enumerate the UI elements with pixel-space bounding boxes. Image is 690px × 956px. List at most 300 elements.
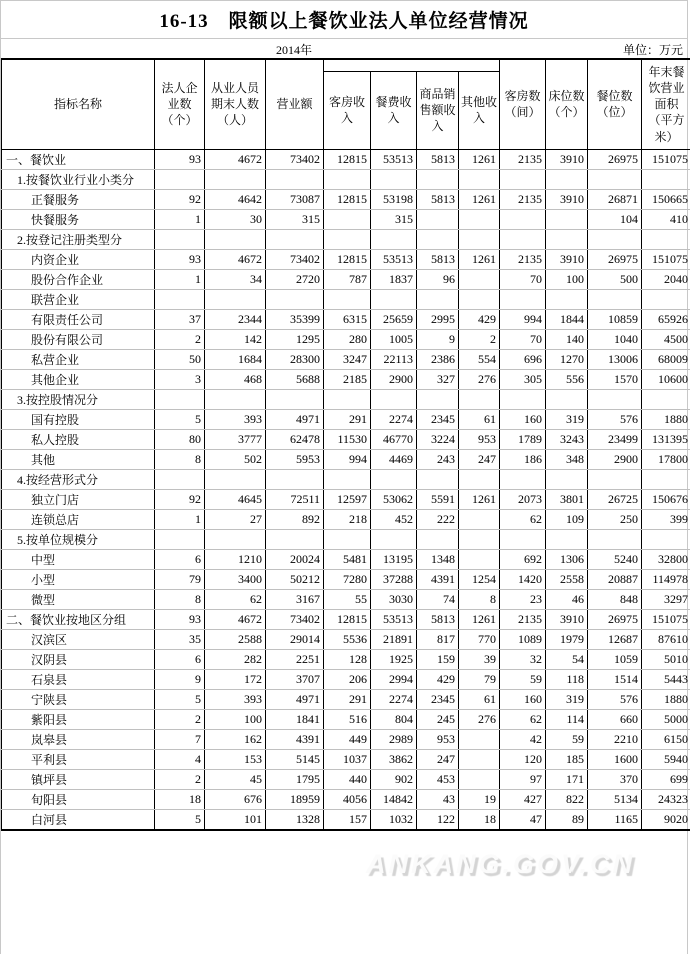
data-cell: 576 — [588, 689, 642, 709]
data-cell — [417, 229, 459, 249]
data-cell — [371, 169, 417, 189]
data-cell: 100 — [205, 709, 266, 729]
data-cell — [205, 469, 266, 489]
table-row — [2, 349, 690, 369]
data-cell: 3243 — [546, 429, 588, 449]
data-cell: 93 — [155, 249, 205, 269]
row-label: 5.按单位规模分 — [2, 529, 155, 549]
table-row — [2, 309, 690, 329]
data-cell: 2 — [155, 329, 205, 349]
data-cell: 247 — [417, 749, 459, 769]
data-cell — [642, 289, 690, 309]
data-cell — [459, 229, 500, 249]
data-cell: 1040 — [588, 329, 642, 349]
data-cell: 65926 — [642, 309, 690, 329]
column-header-business-area: 年末餐饮营业面积（平方米） — [642, 59, 690, 149]
data-cell — [417, 209, 459, 229]
data-cell: 1 — [155, 209, 205, 229]
data-cell: 5134 — [588, 789, 642, 809]
data-cell: 53513 — [371, 149, 417, 169]
data-cell: 953 — [459, 429, 500, 449]
data-cell: 282 — [205, 649, 266, 669]
data-cell — [500, 169, 546, 189]
page-title: 16-13 限额以上餐饮业法人单位经营情况 — [159, 11, 529, 32]
data-cell: 1165 — [588, 809, 642, 830]
data-cell — [371, 389, 417, 409]
data-cell — [546, 469, 588, 489]
data-cell: 315 — [266, 209, 324, 229]
data-cell: 72511 — [266, 489, 324, 509]
data-cell: 29014 — [266, 629, 324, 649]
row-label: 小型 — [2, 569, 155, 589]
data-cell: 18 — [155, 789, 205, 809]
table-row — [2, 669, 690, 689]
data-cell — [205, 289, 266, 309]
data-cell: 104 — [588, 209, 642, 229]
data-cell: 6150 — [642, 729, 690, 749]
data-cell — [459, 169, 500, 189]
row-label: 正餐服务 — [2, 189, 155, 209]
data-cell: 2135 — [500, 609, 546, 629]
column-header-seats: 餐位数（位） — [588, 59, 642, 149]
data-cell: 37288 — [371, 569, 417, 589]
data-cell — [642, 529, 690, 549]
table-row — [2, 249, 690, 269]
data-cell: 59 — [546, 729, 588, 749]
data-cell: 5 — [155, 809, 205, 830]
data-cell — [266, 169, 324, 189]
data-cell: 4971 — [266, 409, 324, 429]
data-cell: 9020 — [642, 809, 690, 830]
data-cell: 502 — [205, 449, 266, 469]
data-cell: 131395 — [642, 429, 690, 449]
data-cell — [266, 229, 324, 249]
row-label: 平利县 — [2, 749, 155, 769]
row-label: 二、餐饮业按地区分组 — [2, 609, 155, 629]
data-cell — [205, 389, 266, 409]
row-label: 汉滨区 — [2, 629, 155, 649]
data-cell: 61 — [459, 689, 500, 709]
data-cell: 2 — [155, 769, 205, 789]
table-row — [2, 449, 690, 469]
data-cell: 994 — [500, 309, 546, 329]
data-cell: 4672 — [205, 609, 266, 629]
data-cell: 5591 — [417, 489, 459, 509]
data-cell: 696 — [500, 349, 546, 369]
data-cell: 151075 — [642, 149, 690, 169]
data-cell: 7280 — [324, 569, 371, 589]
row-label: 宁陕县 — [2, 689, 155, 709]
data-cell: 46770 — [371, 429, 417, 449]
data-cell: 12815 — [324, 249, 371, 269]
data-cell: 2040 — [642, 269, 690, 289]
data-cell: 5481 — [324, 549, 371, 569]
column-header-meal-income: 餐费收入 — [371, 71, 417, 149]
data-cell: 53513 — [371, 609, 417, 629]
data-cell: 11530 — [324, 429, 371, 449]
data-cell: 1089 — [500, 629, 546, 649]
data-cell: 160 — [500, 689, 546, 709]
data-cell — [588, 289, 642, 309]
table-row — [2, 329, 690, 349]
data-cell: 26975 — [588, 609, 642, 629]
data-cell: 62 — [205, 589, 266, 609]
data-cell: 1328 — [266, 809, 324, 830]
data-cell: 1795 — [266, 769, 324, 789]
data-cell: 1844 — [546, 309, 588, 329]
row-label: 3.按控股情况分 — [2, 389, 155, 409]
data-cell — [459, 729, 500, 749]
data-cell: 19 — [459, 789, 500, 809]
data-cell: 2210 — [588, 729, 642, 749]
data-cell: 101 — [205, 809, 266, 830]
data-cell — [546, 209, 588, 229]
data-cell — [324, 469, 371, 489]
data-cell — [155, 469, 205, 489]
data-cell: 6 — [155, 549, 205, 569]
data-cell: 2558 — [546, 569, 588, 589]
data-cell: 393 — [205, 689, 266, 709]
data-cell: 20024 — [266, 549, 324, 569]
data-cell: 43 — [417, 789, 459, 809]
data-cell — [324, 229, 371, 249]
row-label: 一、餐饮业 — [2, 149, 155, 169]
data-cell: 186 — [500, 449, 546, 469]
data-cell — [155, 529, 205, 549]
data-cell — [459, 549, 500, 569]
data-cell: 3707 — [266, 669, 324, 689]
row-label: 旬阳县 — [2, 789, 155, 809]
data-cell: 5240 — [588, 549, 642, 569]
data-cell — [417, 389, 459, 409]
data-cell — [459, 769, 500, 789]
data-cell: 35399 — [266, 309, 324, 329]
table-row — [2, 269, 690, 289]
table-row — [2, 629, 690, 649]
data-cell: 23499 — [588, 429, 642, 449]
data-cell — [642, 169, 690, 189]
data-cell: 516 — [324, 709, 371, 729]
row-label: 其他 — [2, 449, 155, 469]
data-cell — [546, 229, 588, 249]
row-label: 微型 — [2, 589, 155, 609]
data-cell: 151075 — [642, 609, 690, 629]
data-cell: 468 — [205, 369, 266, 389]
table-row — [2, 569, 690, 589]
row-label: 国有控股 — [2, 409, 155, 429]
data-cell: 2345 — [417, 689, 459, 709]
data-cell: 3910 — [546, 149, 588, 169]
data-cell: 4672 — [205, 149, 266, 169]
data-cell: 1514 — [588, 669, 642, 689]
turnover-subgroup-header — [324, 59, 500, 71]
data-cell: 429 — [459, 309, 500, 329]
data-cell: 250 — [588, 509, 642, 529]
data-cell: 1210 — [205, 549, 266, 569]
data-cell: 319 — [546, 689, 588, 709]
data-cell: 305 — [500, 369, 546, 389]
data-cell — [588, 469, 642, 489]
data-cell: 5940 — [642, 749, 690, 769]
data-cell: 1059 — [588, 649, 642, 669]
data-cell: 39 — [459, 649, 500, 669]
data-cell: 7 — [155, 729, 205, 749]
data-cell: 46 — [546, 589, 588, 609]
data-cell — [459, 509, 500, 529]
data-cell: 2720 — [266, 269, 324, 289]
data-cell: 55 — [324, 589, 371, 609]
data-cell: 953 — [417, 729, 459, 749]
data-cell: 122 — [417, 809, 459, 830]
data-cell: 243 — [417, 449, 459, 469]
data-cell: 4645 — [205, 489, 266, 509]
data-cell: 53062 — [371, 489, 417, 509]
data-cell: 2995 — [417, 309, 459, 329]
info-row — [1, 39, 687, 58]
data-cell: 1261 — [459, 489, 500, 509]
data-cell: 24323 — [642, 789, 690, 809]
data-cell: 5536 — [324, 629, 371, 649]
data-cell: 1270 — [546, 349, 588, 369]
data-cell: 4672 — [205, 249, 266, 269]
data-cell: 62 — [500, 709, 546, 729]
table-row — [2, 509, 690, 529]
data-cell: 2 — [155, 709, 205, 729]
data-cell: 4642 — [205, 189, 266, 209]
data-cell — [588, 169, 642, 189]
data-cell: 26725 — [588, 489, 642, 509]
data-cell: 3030 — [371, 589, 417, 609]
data-cell: 114 — [546, 709, 588, 729]
data-cell: 9 — [155, 669, 205, 689]
data-cell — [459, 209, 500, 229]
data-cell: 449 — [324, 729, 371, 749]
data-cell: 120 — [500, 749, 546, 769]
row-label: 独立门店 — [2, 489, 155, 509]
data-cell: 14842 — [371, 789, 417, 809]
data-cell: 47 — [500, 809, 546, 830]
data-cell: 804 — [371, 709, 417, 729]
data-cell: 4469 — [371, 449, 417, 469]
row-label: 汉阴县 — [2, 649, 155, 669]
data-cell: 140 — [546, 329, 588, 349]
data-cell: 440 — [324, 769, 371, 789]
data-cell: 2274 — [371, 409, 417, 429]
table-row — [2, 209, 690, 229]
data-cell: 70 — [500, 329, 546, 349]
data-cell: 9 — [417, 329, 459, 349]
data-cell: 4391 — [266, 729, 324, 749]
data-cell: 2274 — [371, 689, 417, 709]
data-cell: 1306 — [546, 549, 588, 569]
data-cell: 8 — [459, 589, 500, 609]
data-cell — [500, 229, 546, 249]
data-cell: 13006 — [588, 349, 642, 369]
row-label: 中型 — [2, 549, 155, 569]
data-cell: 97 — [500, 769, 546, 789]
data-cell: 2135 — [500, 189, 546, 209]
data-cell: 3777 — [205, 429, 266, 449]
data-cell — [417, 289, 459, 309]
data-cell: 2386 — [417, 349, 459, 369]
data-cell: 4056 — [324, 789, 371, 809]
table-row — [2, 589, 690, 609]
data-cell: 1880 — [642, 409, 690, 429]
table-row — [2, 409, 690, 429]
data-cell: 93 — [155, 149, 205, 169]
data-cell: 79 — [155, 569, 205, 589]
row-label: 其他企业 — [2, 369, 155, 389]
data-cell: 1600 — [588, 749, 642, 769]
data-cell: 1841 — [266, 709, 324, 729]
data-cell: 3400 — [205, 569, 266, 589]
data-cell: 399 — [642, 509, 690, 529]
data-cell: 150665 — [642, 189, 690, 209]
data-cell: 23 — [500, 589, 546, 609]
data-cell: 327 — [417, 369, 459, 389]
data-cell: 100 — [546, 269, 588, 289]
table-row — [2, 769, 690, 789]
data-cell: 8 — [155, 589, 205, 609]
data-cell: 3297 — [642, 589, 690, 609]
data-cell: 42 — [500, 729, 546, 749]
table-header — [2, 59, 690, 149]
data-cell: 89 — [546, 809, 588, 830]
data-cell — [266, 289, 324, 309]
data-cell: 5813 — [417, 249, 459, 269]
data-cell: 92 — [155, 189, 205, 209]
column-header-beds: 床位数（个） — [546, 59, 588, 149]
data-cell: 452 — [371, 509, 417, 529]
table-row — [2, 749, 690, 769]
data-cell: 427 — [500, 789, 546, 809]
data-cell: 157 — [324, 809, 371, 830]
data-cell: 70 — [500, 269, 546, 289]
data-cell: 822 — [546, 789, 588, 809]
data-cell: 73087 — [266, 189, 324, 209]
row-label: 1.按餐饮业行业小类分 — [2, 169, 155, 189]
data-cell: 37 — [155, 309, 205, 329]
data-cell: 1684 — [205, 349, 266, 369]
data-cell: 53513 — [371, 249, 417, 269]
data-cell: 50212 — [266, 569, 324, 589]
table-row — [2, 789, 690, 809]
data-cell: 109 — [546, 509, 588, 529]
table-row — [2, 189, 690, 209]
data-cell: 3167 — [266, 589, 324, 609]
data-cell: 3247 — [324, 349, 371, 369]
data-cell — [155, 169, 205, 189]
data-cell: 4971 — [266, 689, 324, 709]
data-cell: 3862 — [371, 749, 417, 769]
data-cell: 151075 — [642, 249, 690, 269]
data-cell — [155, 389, 205, 409]
data-cell: 59 — [500, 669, 546, 689]
data-cell: 2135 — [500, 149, 546, 169]
data-cell: 280 — [324, 329, 371, 349]
data-cell: 1880 — [642, 689, 690, 709]
column-header-other-income: 其他收入 — [459, 71, 500, 149]
data-cell: 556 — [546, 369, 588, 389]
data-cell: 2073 — [500, 489, 546, 509]
data-cell — [588, 389, 642, 409]
data-cell: 5688 — [266, 369, 324, 389]
table-row — [2, 489, 690, 509]
data-cell: 2900 — [588, 449, 642, 469]
data-cell: 10600 — [642, 369, 690, 389]
data-cell: 28300 — [266, 349, 324, 369]
data-cell: 1420 — [500, 569, 546, 589]
data-cell: 26975 — [588, 149, 642, 169]
data-cell — [266, 529, 324, 549]
data-cell: 10859 — [588, 309, 642, 329]
row-label: 4.按经营形式分 — [2, 469, 155, 489]
data-cell: 118 — [546, 669, 588, 689]
table-row — [2, 549, 690, 569]
data-cell: 1348 — [417, 549, 459, 569]
row-label: 快餐服务 — [2, 209, 155, 229]
column-header-room-income: 客房收入 — [324, 71, 371, 149]
data-cell: 2135 — [500, 249, 546, 269]
data-cell: 676 — [205, 789, 266, 809]
data-cell: 53198 — [371, 189, 417, 209]
data-cell: 1925 — [371, 649, 417, 669]
data-cell: 26871 — [588, 189, 642, 209]
data-cell: 5 — [155, 689, 205, 709]
data-cell: 2 — [459, 329, 500, 349]
data-cell: 5443 — [642, 669, 690, 689]
data-cell: 128 — [324, 649, 371, 669]
column-header-enterprise-count: 法人企业数（个） — [155, 59, 205, 149]
data-cell: 159 — [417, 649, 459, 669]
data-cell: 73402 — [266, 609, 324, 629]
data-cell: 692 — [500, 549, 546, 569]
data-cell — [459, 469, 500, 489]
data-cell: 50 — [155, 349, 205, 369]
data-cell: 74 — [417, 589, 459, 609]
data-cell: 62 — [500, 509, 546, 529]
data-cell: 150676 — [642, 489, 690, 509]
data-cell: 17800 — [642, 449, 690, 469]
data-cell: 1261 — [459, 189, 500, 209]
row-label: 紫阳县 — [2, 709, 155, 729]
data-cell: 68009 — [642, 349, 690, 369]
data-cell — [324, 389, 371, 409]
unit-label: 单位：万元 — [622, 43, 683, 57]
data-cell: 370 — [588, 769, 642, 789]
data-cell: 660 — [588, 709, 642, 729]
data-cell: 5010 — [642, 649, 690, 669]
data-cell: 5145 — [266, 749, 324, 769]
data-cell — [588, 529, 642, 549]
row-label: 内资企业 — [2, 249, 155, 269]
column-header-indicator-name: 指标名称 — [2, 59, 155, 149]
data-cell: 2345 — [417, 409, 459, 429]
data-cell: 80 — [155, 429, 205, 449]
data-cell — [324, 529, 371, 549]
data-cell: 18 — [459, 809, 500, 830]
data-cell: 1979 — [546, 629, 588, 649]
data-cell: 5813 — [417, 149, 459, 169]
data-cell — [459, 269, 500, 289]
data-cell — [500, 209, 546, 229]
data-cell: 218 — [324, 509, 371, 529]
data-cell: 61 — [459, 409, 500, 429]
data-cell: 27 — [205, 509, 266, 529]
data-cell — [324, 169, 371, 189]
data-cell: 1261 — [459, 609, 500, 629]
data-cell: 453 — [417, 769, 459, 789]
